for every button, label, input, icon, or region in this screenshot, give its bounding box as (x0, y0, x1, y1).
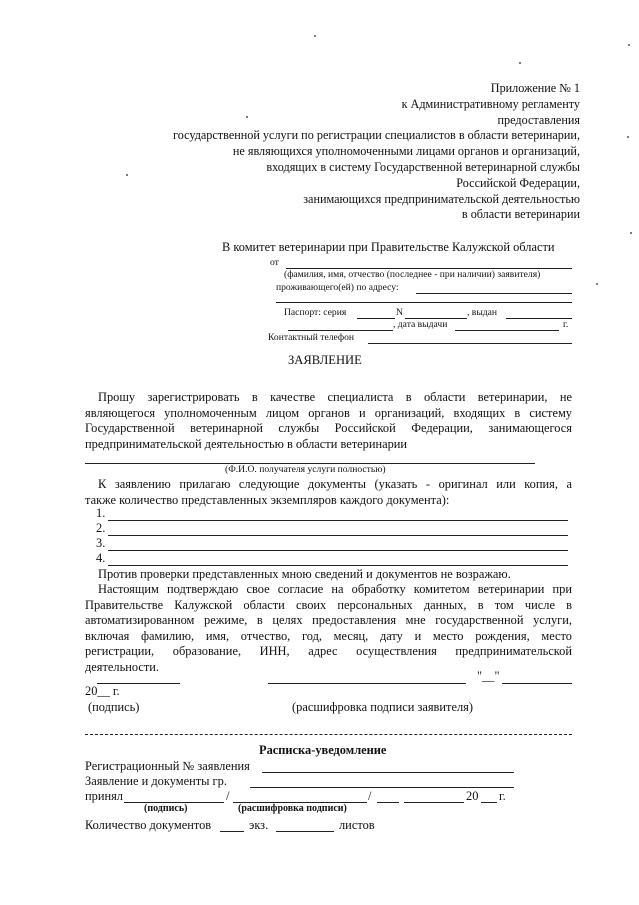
consent-line: Настоящим подтверждаю свое согласие на обработку комитетом ветеринарии при (98, 582, 572, 596)
appendix-header (173, 81, 580, 223)
fio-hint: (фамилия, имя, отчество (последнее - при наличии) заявителя) (284, 269, 541, 280)
header-line: не являющихся уполномоченными лицами органов и организаций, (232, 144, 580, 159)
docs-from-label: Заявление и документы гр. (85, 774, 227, 788)
attachment-item-field[interactable] (108, 535, 568, 536)
issue-date-label: , дата выдачи (393, 319, 448, 330)
date-quote: "__" (477, 669, 500, 683)
applicant-name-hint: (Ф.И.О. получателя услуги полностью) (225, 464, 386, 475)
header-line: государственной услуги по регистрации специалистов в области ветеринарии, (173, 128, 580, 143)
addressee-to: В комитет ветеринарии при Правительстве Калужской области (222, 240, 555, 254)
doc-count-label: Количество документов (85, 818, 212, 832)
header-line: к Административному регламенту (401, 96, 580, 111)
passport-series-field[interactable] (357, 318, 395, 319)
accepted-label: принял (85, 789, 123, 803)
consent-paragraph (85, 582, 572, 675)
consent-line: Правительстве Калужской области своих персональных данных, в том числе в (85, 597, 572, 612)
header-line: в области ветеринарии (461, 207, 580, 222)
copies-label: экз. (249, 818, 269, 832)
request-line: предпринимательской деятельностью в области ветеринарии (85, 436, 408, 451)
cut-line (85, 734, 572, 735)
receipt-sign-label: (подпись) (144, 803, 188, 814)
consent-line: включая фамилию, имя, отчество, год, месяц, дату и место рождения, место (85, 628, 572, 643)
attachment-item-field[interactable] (108, 550, 568, 551)
issued-label: , выдан (467, 307, 498, 318)
address-label: проживающего(ей) по адресу: (276, 282, 399, 293)
issue-year-suffix: г. (563, 319, 569, 330)
header-line: Приложение № 1 (490, 81, 580, 95)
accepted-slash: / (226, 789, 230, 803)
scan-speck (627, 136, 629, 138)
header-line: Российской Федерации, (456, 175, 580, 190)
accepted-year-field[interactable] (481, 802, 497, 803)
signature-decode-field[interactable] (268, 683, 466, 684)
signature-label: (подпись) (88, 700, 140, 714)
phone-label: Контактный телефон (268, 332, 355, 343)
signature-decode-label: (расшифровка подписи заявителя) (292, 700, 473, 714)
doc-count-sheets-field[interactable] (276, 831, 334, 832)
accepted-month-field[interactable] (404, 802, 464, 803)
passport-label: Паспорт: серия (284, 307, 347, 318)
address-field-2[interactable] (276, 302, 572, 303)
accepted-day-field[interactable] (377, 802, 399, 803)
attachment-item-label: 2. (96, 521, 106, 535)
scan-speck (314, 35, 316, 37)
attachment-item-field[interactable] (108, 565, 568, 566)
issue-date-field[interactable] (455, 330, 559, 331)
request-line: Государственной ветеринарной службы Российской Федерации, занимающегося (85, 421, 572, 435)
header-line: предоставления (497, 112, 580, 127)
receipt-title: Расписка-уведомление (259, 743, 387, 757)
consent-line: деятельности. (85, 659, 160, 674)
attachments-line: также количество представленных экземпляров каждого документа): (85, 492, 450, 507)
accepted-year: 20 (466, 789, 479, 803)
attachment-item-label: 1. (96, 506, 106, 520)
date-month-field[interactable] (502, 683, 572, 684)
phone-field[interactable] (368, 343, 572, 344)
passport-n-label: N (396, 307, 403, 318)
scan-speck (628, 44, 630, 46)
attachment-item-label: 3. (96, 536, 106, 550)
request-paragraph (85, 390, 572, 452)
request-line: являющегося уполномоченным лицом органов и организаций, входящих в систему (85, 405, 572, 420)
scan-speck (126, 174, 128, 176)
sheets-label: листов (339, 818, 375, 832)
attachments-line: К заявлению прилагаю следующие документы (указать - оригинал или копия, а (98, 477, 572, 491)
page-title: ЗАЯВЛЕНИЕ (288, 353, 362, 367)
accepted-year-suffix: г. (499, 789, 506, 803)
scan-speck (630, 232, 632, 234)
no-objection: Против проверки представленных мною сведений и документов не возражаю. (98, 567, 511, 581)
scan-speck (519, 62, 521, 64)
attachment-item-field[interactable] (108, 520, 568, 521)
reg-number-field[interactable] (262, 772, 514, 773)
consent-line: автоматизированном режиме, в целях предоставления мне государственной услуги, (85, 613, 572, 627)
accepted-slash: / (368, 789, 372, 803)
scan-speck (596, 283, 598, 285)
doc-count-copies-field[interactable] (220, 831, 244, 832)
request-line: Прошу зарегистрировать в качестве специалиста в области ветеринарии, не (98, 390, 572, 404)
reg-number-label: Регистрационный № заявления (85, 759, 250, 773)
attachments-intro (85, 477, 572, 508)
attachment-item-label: 4. (96, 551, 106, 565)
header-line: занимающихся предпринимательской деятельностью (303, 191, 580, 206)
address-field[interactable] (416, 293, 572, 294)
consent-line: регистрации, образование, ИНН, адрес осуществления предпринимательской (85, 644, 572, 658)
docs-from-field[interactable] (250, 787, 514, 788)
from-label: от (270, 257, 279, 268)
header-line: входящих в систему Государственной ветеринарной службы (266, 159, 580, 174)
receipt-decode-label: (расшифровка подписи) (238, 803, 347, 814)
signature-year: 20__ г. (85, 684, 120, 698)
